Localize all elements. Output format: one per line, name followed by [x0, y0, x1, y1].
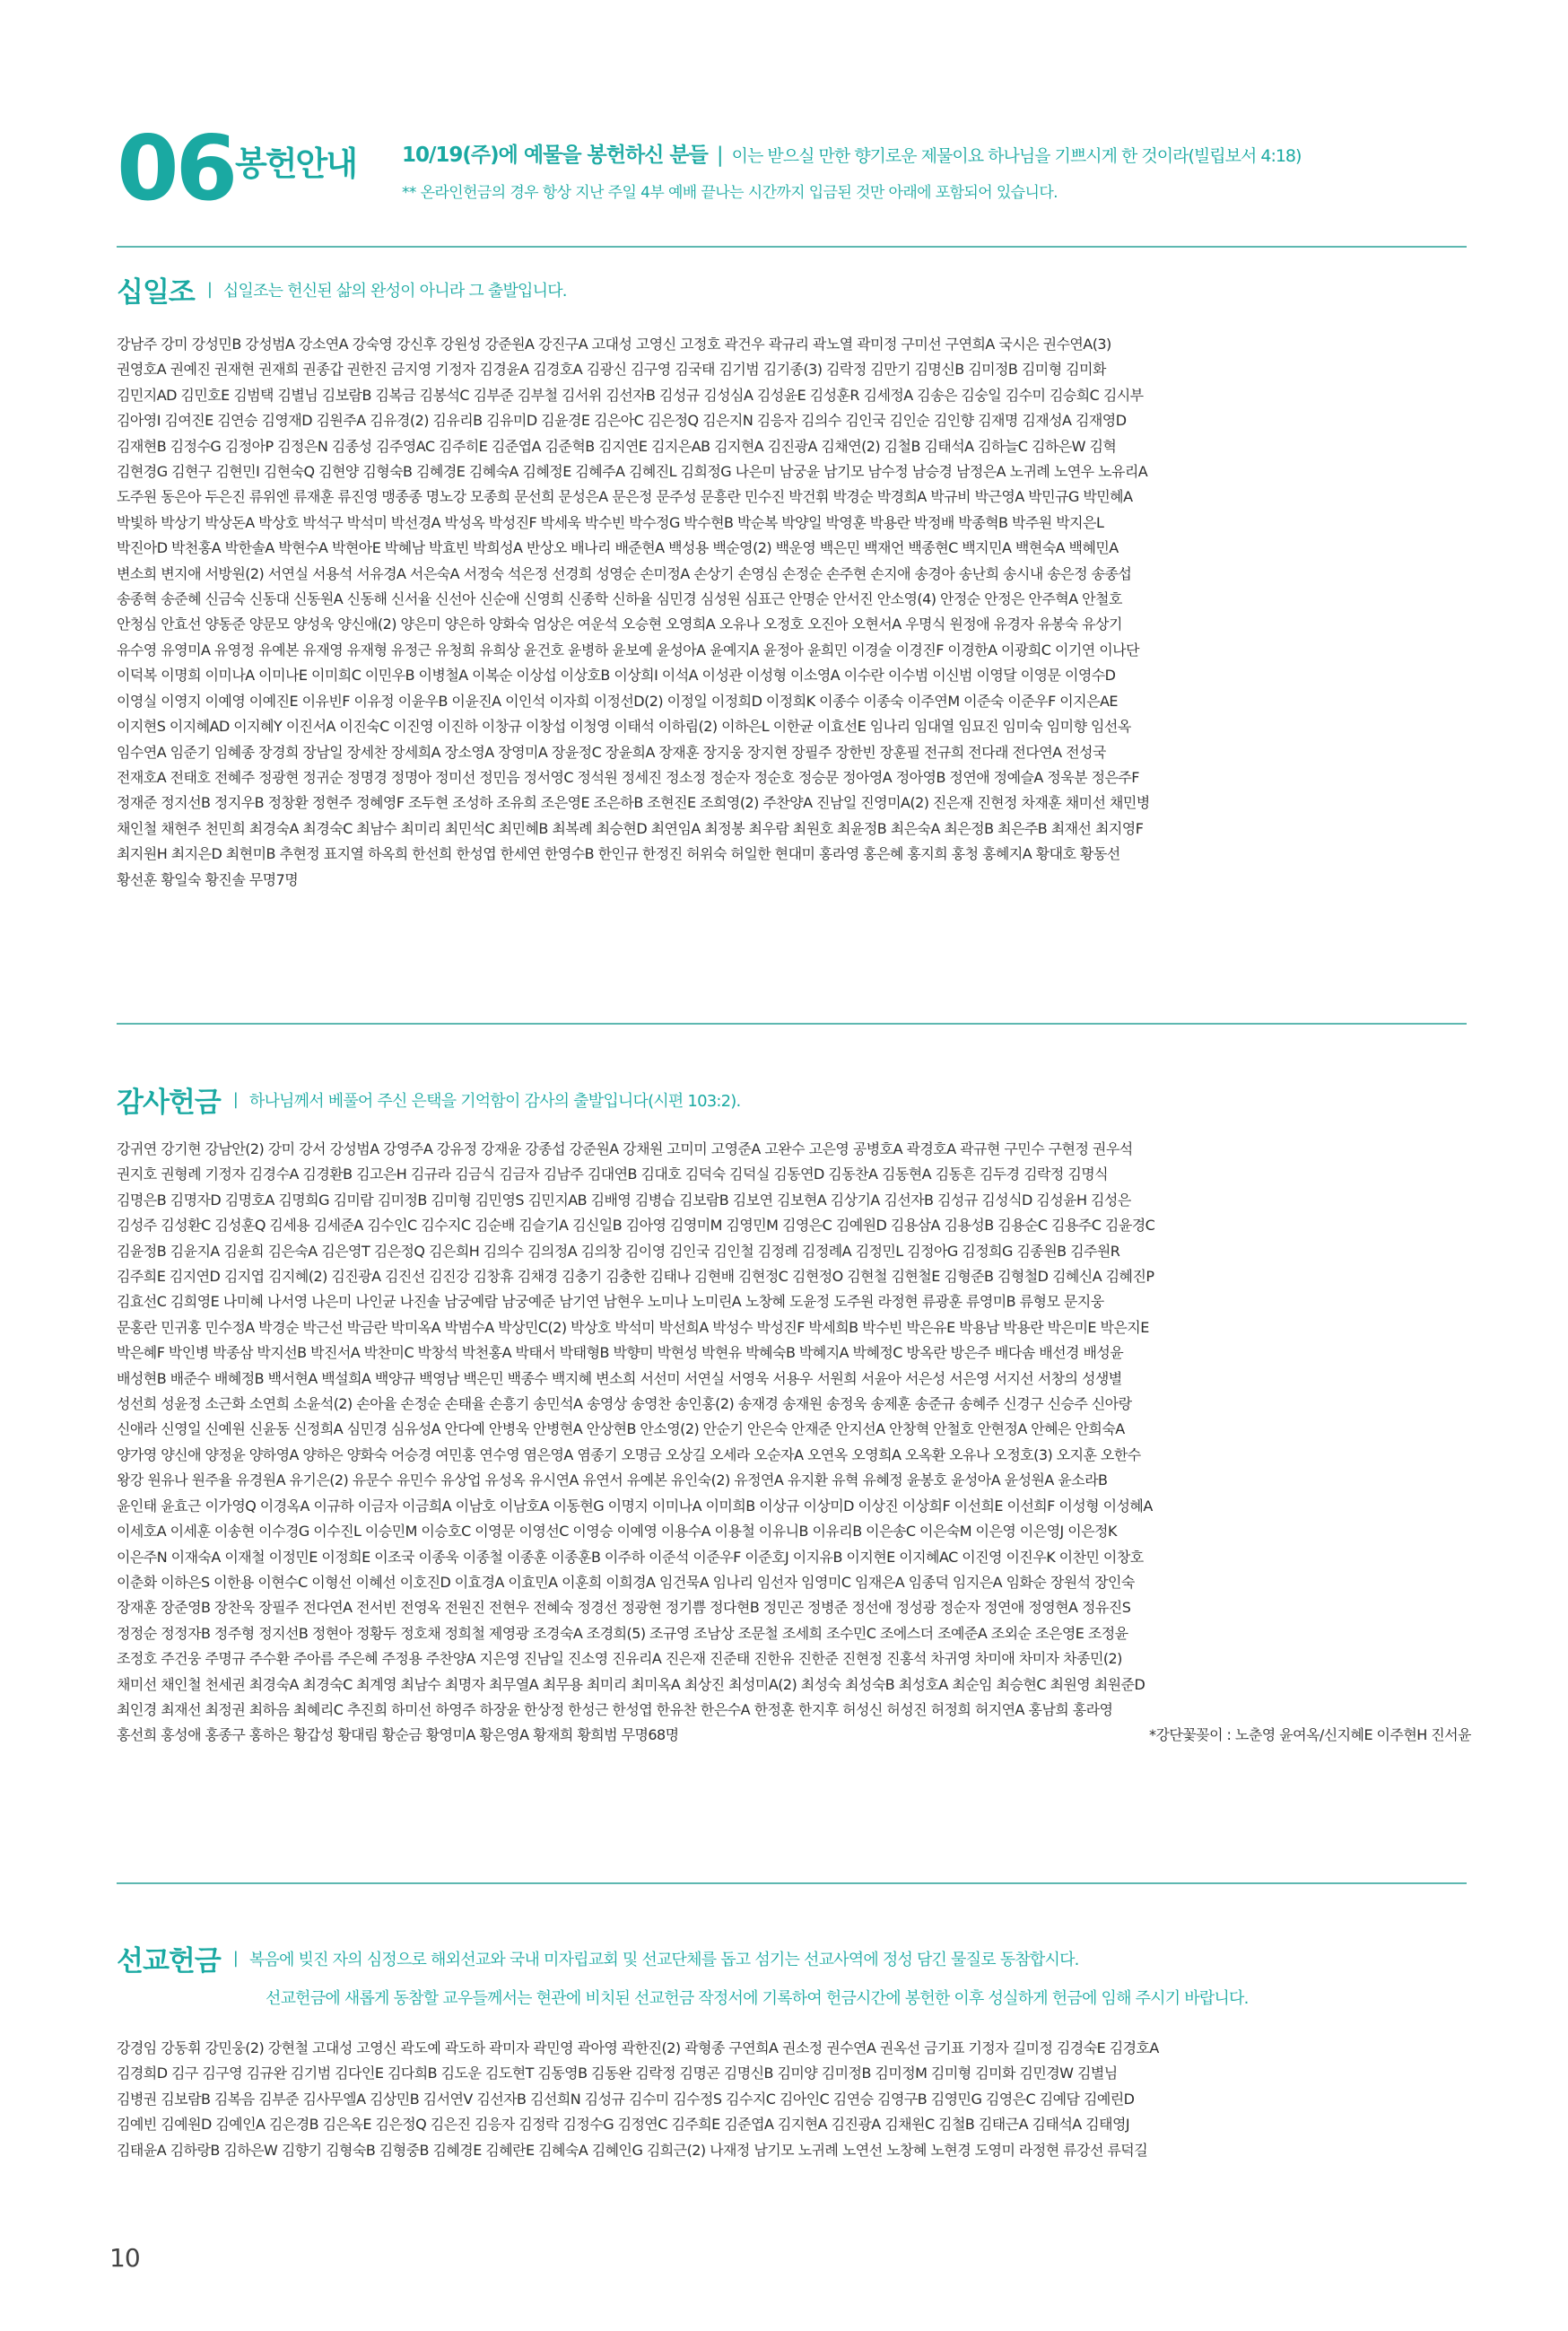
name-line-text: 신애라 신영일 신예원 신윤동 신정희A 심민경 심유성A 안다예 안병욱 안병현A 안상현B 안소영(2) 안순기 안은숙 안재준 안지선A 안창혁 안철호 안현정A 안혜은 안희숙A	[117, 1420, 1125, 1438]
thanks-section	[117, 1079, 1471, 1749]
divider: |	[206, 280, 213, 299]
name-line-text: 김민지AD 김민호E 김범택 김별님 김보람B 김복금 김봉석C 김부준 김부철 김서위 김선자B 김성규 김성심A 김성윤E 김성훈R 김세정A 김송은 김숭일 김수미 김승희C 김시부	[117, 386, 1144, 404]
name-line-text: 전재호A 전태호 전혜주 정광현 정귀순 정명경 정명아 정미선 정민음 정서영C 정석원 정세진 정소정 정순자 정순호 정승문 정아영A 정아영B 정연애 정예슬A 정욱분 정은주F	[117, 768, 1139, 786]
name-line	[117, 1162, 1471, 1187]
name-line	[117, 1289, 1471, 1314]
name-line-text: 송종혁 송준혜 신금숙 신동대 신동원A 신동해 신서율 신선아 신순애 신영희 신종학 신하율 심민경 심성원 심표근 안명순 안서진 안소영(4) 안정순 안정은 안주혁A 안철호	[117, 590, 1122, 608]
name-line-text: 정정순 정정자B 정주형 정지선B 정현아 정황두 정호채 정희철 제영광 조경숙A 조경희(5) 조규영 조남상 조문철 조세희 조수민C 조에스더 조예준A 조외순 조은영E 조정윤	[117, 1624, 1128, 1642]
name-line-text: 배성현B 배준수 배혜정B 백서현A 백설희A 백양규 백영남 백은민 백종수 백지혜 변소희 서선미 서연실 서영욱 서용우 서원희 서윤아 서은성 서은영 서지선 서창의 성생별	[117, 1369, 1122, 1387]
name-line-text: 김경희D 김구 김구영 김규완 김기범 김다인E 김다희B 김도운 김도현T 김동영B 김동완 김락정 김명곤 김명신B 김미양 김미정B 김미정M 김미형 김미화 김민경W 김별님	[117, 2065, 1118, 2082]
name-line-text: 이은주N 이재숙A 이재철 이정민E 이정희E 이조국 이종욱 이종철 이종훈 이종훈B 이주하 이준석 이준우F 이준호J 이지유B 이지현E 이지혜AC 이진영 이진우K 이찬민 이창호	[117, 1548, 1144, 1566]
name-line	[117, 332, 1471, 357]
name-line-text: 왕강 원유나 원주율 유경원A 유기은(2) 유문수 유민수 유상업 유성옥 유시연A 유연서 유예본 유인숙(2) 유정연A 유지환 유혁 유혜정 윤봉호 윤성아A 윤성원A 윤소라B	[117, 1471, 1108, 1489]
name-line-text: 강경임 강동휘 강민웅(2) 강현철 고대성 고영신 곽도예 곽도하 곽미자 곽민영 곽아영 곽한진(2) 곽형종 구연희A 권소정 권수연A 권옥선 금기표 기정자 길미정 김경숙E 김경호A	[117, 2039, 1159, 2056]
name-line	[117, 638, 1471, 663]
name-line-text: 양가영 양신애 양정윤 양하영A 양하은 양화숙 어승경 여민홍 연수영 염은영A 염종기 오명금 오상길 오세라 오순자A 오연옥 오영희A 오옥환 오유나 오정호(3) 오지훈 오한수	[117, 1445, 1141, 1463]
thanks-title: 감사헌금	[117, 1087, 221, 1119]
name-line	[117, 2112, 1471, 2137]
name-line-text: 이춘화 이하은S 이한용 이현수C 이형선 이혜선 이호진D 이효경A 이효민A 이훈희 이희경A 임건묵A 임나리 임선자 임영미C 임재은A 임종덕 임지은A 임화순 장원석 장인숙	[117, 1573, 1135, 1591]
name-line	[117, 816, 1471, 842]
name-line-text: 김재현B 김정수G 김정아P 김정은N 김종성 김주영AC 김주히E 김준엽A 김준혁B 김지연E 김지은AB 김지현A 김진광A 김채연(2) 김철B 김태석A 김하늘C 김하은W 김혁	[117, 437, 1117, 455]
divider: |	[716, 144, 723, 167]
name-line	[117, 1315, 1471, 1340]
name-line	[117, 1570, 1471, 1595]
section-divider	[117, 1023, 1467, 1025]
name-line	[117, 2061, 1471, 2086]
name-line-text: 박은혜F 박인병 박종삼 박지선B 박진서A 박찬미C 박창석 박천홍A 박태서 박태형B 박향미 박현성 박현유 박혜숙B 박혜지A 박혜정C 방옥란 방은주 배다솜 배선경 배성윤	[117, 1344, 1124, 1362]
tithe-description: 십일조는 헌신된 삶의 완성이 아니라 그 출발입니다.	[222, 281, 567, 301]
name-line	[117, 765, 1471, 790]
name-line-text: 조정호 주건웅 주명규 주수환 주아름 주은혜 주정용 주찬양A 지은영 진남일 진소영 진유리A 진은재 진준태 진한유 진한준 진현정 진홍석 차귀영 차미애 차미자 차종민(2)	[117, 1650, 1122, 1668]
name-line	[117, 1340, 1471, 1366]
name-line	[117, 1595, 1471, 1620]
name-line-text: 임수연A 임준기 임혜종 장경희 장남일 장세찬 장세희A 장소영A 장영미A 장윤정C 장윤희A 장재훈 장지웅 장지현 장필주 장한빈 장훈필 전규희 전다래 전다연A 전성국	[117, 743, 1106, 761]
name-line	[117, 357, 1471, 382]
name-line	[117, 1137, 1471, 1162]
name-line-text: 이영실 이영지 이예영 이예진E 이유빈F 이유정 이윤우B 이윤진A 이인석 이자희 이정선D(2) 이정일 이정희D 이정희K 이종수 이종숙 이주연M 이준숙 이준우F 이지은AE	[117, 692, 1118, 710]
name-line	[117, 1392, 1471, 1417]
mission-name-list	[117, 2036, 1471, 2163]
name-line	[117, 536, 1471, 561]
mission-description-2: 선교헌금에 새롭게 동참할 교우들께서는 현관에 비치된 선교헌금 작정서에 기록하여 헌금시간에 봉헌한 이후 성실하게 헌금에 임해 주시기 바랍니다.	[266, 1989, 1249, 2008]
name-line	[117, 459, 1471, 485]
name-line-text: 박진아D 박천홍A 박한솔A 박현수A 박현아E 박혜남 박효빈 박희성A 반상오 배나리 배준현A 백성용 백순영(2) 백운영 백은민 백재언 백종현C 백지민A 백현숙A 백혜민A	[117, 539, 1119, 557]
name-line	[117, 1723, 1471, 1748]
name-line-text: 이세호A 이세훈 이송현 이수경G 이수진L 이승민M 이승호C 이영문 이영선C 이영승 이예영 이용수A 이용철 이유니B 이유리B 이은송C 이은숙M 이은영 이은영J 이은정K	[117, 1523, 1117, 1541]
name-line	[117, 842, 1471, 867]
name-line-text: 도주원 동은아 두은진 류위엔 류재훈 류진영 맹종종 명노강 모종희 문선희 문성은A 문은정 문주성 문흥란 민수진 박건휘 박경순 박경희A 박규비 박근영A 박민규G 박민혜A	[117, 488, 1133, 506]
name-line	[117, 790, 1471, 816]
name-line	[117, 1621, 1471, 1646]
name-line	[117, 868, 1471, 893]
name-line-text: 윤인태 윤효근 이가영Q 이경옥A 이규하 이금자 이금희A 이남호 이남호A 이동현G 이명지 이미나A 이미희B 이상규 이상미D 이상진 이상희F 이선희E 이선희F 이성형 이성혜A	[117, 1497, 1153, 1515]
name-line	[117, 2087, 1471, 2112]
name-line	[117, 1468, 1471, 1493]
name-line-text: 김병권 김보람B 김복음 김부준 김사무엘A 김상민B 김서연V 김선자B 김선희N 김성규 김수미 김수정S 김수지C 김아인C 김연승 김영구B 김영민G 김영은C 김예담 김예린D	[117, 2090, 1135, 2108]
name-line-text: 홍선희 홍성애 홍종구 홍하은 황갑성 황대림 황순금 황영미A 황은영A 황재희 황희범 무명68명	[117, 1726, 679, 1744]
name-line	[117, 1494, 1471, 1519]
name-line	[117, 2138, 1471, 2163]
thanks-name-list	[117, 1137, 1471, 1749]
name-line	[117, 485, 1471, 510]
tithe-heading	[117, 269, 1471, 314]
name-line-text: 정재준 정지선B 정지우B 정창환 정현주 정혜영F 조두현 조성하 조유희 조은영E 조은하B 조현진E 조희영(2) 주찬양A 진남일 진영미A(2) 진은재 진현정 차재훈 채미선 채민병	[117, 794, 1150, 812]
section-number: 06	[117, 116, 235, 221]
divider: |	[232, 1090, 239, 1109]
name-line-text: 박빛하 박상기 박상돈A 박상호 박석구 박석미 박선경A 박성옥 박성진F 박세욱 박수빈 박수정G 박수현B 박순복 박양일 박영훈 박용란 박정배 박종혁B 박주원 박지은L	[117, 513, 1104, 531]
tithe-name-list	[117, 332, 1471, 893]
name-line-text: 김예빈 김예원D 김예인A 김은경B 김은옥E 김은정Q 김은진 김응자 김정락 김정수G 김정연C 김주희E 김준엽A 김지현A 김진광A 김채원C 김철B 김태근A 김태석A 김태영J	[117, 2116, 1130, 2134]
mission-heading	[117, 1938, 1471, 2009]
name-line	[117, 663, 1471, 688]
name-line	[117, 714, 1471, 739]
thanks-heading	[117, 1079, 1471, 1124]
name-line-text: 강남주 강미 강성민B 강성범A 강소연A 강숙영 강신후 강원성 강준원A 강진구A 고대성 고영신 고정호 곽건우 곽규리 곽노열 곽미정 구미선 구연희A 국시은 권수연A(3)	[117, 336, 1111, 353]
name-line-text: 최인경 최재선 최정권 최하음 최혜리C 추진희 하미선 하영주 하장윤 한상정 한성근 한성엽 한유찬 한은수A 한정훈 한지후 허성신 허성진 허정희 허지연A 홍남희 홍라영	[117, 1700, 1113, 1718]
section-divider	[117, 246, 1467, 248]
mission-title: 선교헌금	[117, 1945, 221, 1977]
name-line-text: 채미선 채인철 천세권 최경숙A 최경숙C 최계영 최남수 최명자 최무열A 최무용 최미리 최미옥A 최상진 최성미A(2) 최성숙 최성숙B 최성호A 최순임 최승현C 최원영 최원준D	[117, 1675, 1146, 1693]
header-subtitle-line	[402, 138, 1301, 168]
name-line	[117, 408, 1471, 433]
name-line-text: 김윤정B 김윤지A 김윤희 김은숙A 김은영T 김은정Q 김은희H 김의수 김의정A 김의창 김이영 김인국 김인철 김정례 김정례A 김정민L 김정아G 김정희G 김종원B 김주원R	[117, 1242, 1120, 1260]
page-header	[117, 116, 1480, 221]
mission-description: 복음에 빚진 자의 심정으로 해외선교와 국내 미자립교회 및 선교단체를 돕고 섬기는 선교사역에 정성 담긴 물질로 동참합시다.	[248, 1950, 1079, 1969]
name-line	[117, 587, 1471, 612]
name-line-text: 문홍란 민귀홍 민수정A 박경순 박근선 박금란 박미옥A 박범수A 박상민C(2) 박상호 박석미 박선희A 박성수 박성진F 박세희B 박수빈 박은유E 박용남 박용란 박은미E 박은지E	[117, 1318, 1149, 1336]
section-divider	[117, 1882, 1467, 1884]
name-line	[117, 1443, 1471, 1468]
header-verse: 이는 받으실 만한 향기로운 제물이요 하나님을 기쁘시게 한 것이라(빌립보서 4:18)	[731, 146, 1302, 166]
name-line	[117, 1239, 1471, 1264]
name-line-text: 권영호A 권예진 권재현 권재희 권종갑 권한진 금지영 기정자 김경윤A 김경호A 김광신 김구영 김국태 김기범 김기종(3) 김락정 김만기 김명신B 김미정B 김미형 김미화	[117, 361, 1106, 379]
name-line	[117, 1188, 1471, 1213]
name-line-text: 김아영I 김여진E 김연승 김영재D 김원주A 김유경(2) 김유리B 김유미D 김윤경E 김은아C 김은정Q 김은지N 김응자 김의수 김인국 김인순 김인향 김재명 김재성A 김재영D	[117, 412, 1127, 430]
name-line	[117, 1545, 1471, 1570]
name-line-text: 장재훈 장준영B 장찬욱 장필주 전다연A 전서빈 전영옥 전원진 전현우 전혜숙 정경선 정광현 정기쁨 정다현B 정민곤 정병준 정선애 정성광 정순자 정연애 정영현A 정유진S	[117, 1599, 1131, 1617]
name-line	[117, 434, 1471, 459]
name-line	[117, 740, 1471, 765]
name-line	[117, 2036, 1471, 2061]
name-line-text: 강귀연 강기현 강남안(2) 강미 강서 강성범A 강영주A 강유정 강재윤 강종섭 강준원A 강채원 고미미 고영준A 고완수 고은영 공병호A 곽경호A 곽규현 구민수 구현정 권우석	[117, 1140, 1133, 1157]
name-line-text: 권지호 권형례 기정자 김경수A 김경환B 김고은H 김규라 김금식 김금자 김남주 김대연B 김대호 김덕숙 김덕실 김동연D 김동찬A 김동현A 김동흔 김두경 김락정 김명식	[117, 1166, 1109, 1183]
name-line-text: 김명은B 김명자D 김명호A 김명희G 김미람 김미정B 김미형 김민영S 김민지AB 김배영 김병습 김보람B 김보연 김보현A 김상기A 김선자B 김성규 김성식D 김성윤H 김성은	[117, 1191, 1131, 1209]
name-line-text: 김성주 김성환C 김성훈Q 김세용 김세준A 김수인C 김수지C 김순배 김슬기A 김신일B 김아영 김영미M 김영민M 김영은C 김예원D 김용삼A 김용성B 김용순C 김용주C 김윤경C	[117, 1217, 1155, 1235]
name-line-text: 김태윤A 김하랑B 김하은W 김향기 김형숙B 김형중B 김혜경E 김혜란E 김혜숙A 김혜인G 김희근(2) 나재정 남기모 노귀례 노연선 노창혜 노현경 도영미 라정현 류강선 류덕길	[117, 2141, 1148, 2159]
name-line	[117, 1672, 1471, 1698]
name-line	[117, 511, 1471, 536]
name-line	[117, 562, 1471, 587]
flower-note: *강단꽃꽂이 : 노춘영 윤여옥/신지혜E 이주현H 진서윤	[1149, 1726, 1471, 1744]
name-line-text: 안청심 안효선 양동준 양문모 양성욱 양신애(2) 양은미 양은하 양화숙 엄상은 여운석 오승현 오영희A 오유나 오정호 오진아 오현서A 우명식 원정애 유경자 유봉숙 유상기	[117, 615, 1122, 633]
name-line	[117, 689, 1471, 714]
name-line	[117, 1264, 1471, 1289]
tithe-title: 십일조	[117, 276, 195, 309]
name-line-text: 채인철 채현주 천민희 최경숙A 최경숙C 최남수 최미리 최민석C 최민혜B 최복례 최승현D 최연임A 최정봉 최우람 최원호 최윤정B 최은숙A 최은정B 최은주B 최재선 최지영F	[117, 819, 1144, 837]
name-line-text: 최지원H 최지은D 최현미B 추현정 표지열 하옥희 한선희 한성엽 한세연 한영수B 한인규 한정진 허위숙 허일한 현대미 홍라영 홍은혜 홍지희 홍청 홍혜지A 황대호 황동선	[117, 845, 1120, 863]
name-line	[117, 612, 1471, 637]
name-line	[117, 1646, 1471, 1672]
name-line-text: 변소희 변지애 서방원(2) 서연실 서용석 서유경A 서은숙A 서정숙 석은정 선경희 성영순 손미정A 손상기 손영심 손정순 손주현 손지애 송경아 송난희 송시내 송은정 송종섭	[117, 564, 1132, 582]
name-line-text: 김현경G 김현구 김현민I 김현숙Q 김현양 김형숙B 김혜경E 김혜숙A 김혜정E 김혜주A 김혜진L 김희정G 나은미 남궁윤 남기모 남수정 남승경 남정은A 노귀례 노연우 노유리A	[117, 463, 1148, 481]
header-note: ** 온라인헌금의 경우 항상 지난 주일 4부 예배 끝나는 시간까지 입금된 것만 아래에 포함되어 있습니다.	[402, 184, 1058, 202]
name-line-text: 이지현S 이지혜AD 이지혜Y 이진서A 이진숙C 이진영 이진하 이창규 이창섭 이청영 이태석 이하림(2) 이하은L 이한균 이효선E 임나리 임대열 임묘진 임미숙 임미향 임선옥	[117, 718, 1131, 736]
mission-section	[117, 1938, 1471, 2163]
tithe-section	[117, 269, 1471, 893]
page-title: 봉헌안내	[235, 144, 356, 183]
name-line-text: 김주희E 김지연D 김지엽 김지혜(2) 김진광A 김진선 김진강 김창휴 김채경 김충기 김충한 김태나 김현배 김현정C 김현정O 김현철 김현철E 김형준B 김형철D 김혜신A 김혜진P	[117, 1268, 1154, 1286]
thanks-description: 하나님께서 베풀어 주신 은택을 기억함이 감사의 출발입니다(시편 103:2).	[248, 1091, 741, 1111]
name-line-text: 성선희 성윤정 소근화 소연희 소윤석(2) 손아율 손정순 손태율 손흥기 송민석A 송영상 송영찬 송인홍(2) 송재경 송재원 송정욱 송제훈 송준규 송혜주 신경구 신승주 신아랑	[117, 1395, 1132, 1413]
name-line	[117, 1366, 1471, 1392]
name-line-text: 이덕복 이명희 이미나A 이미나E 이미희C 이민우B 이병철A 이복순 이상섭 이상호B 이상희I 이석A 이성관 이성형 이소영A 이수란 이수범 이신범 이영달 이영문 이영수D	[117, 667, 1116, 685]
name-line	[117, 1519, 1471, 1544]
divider: |	[232, 1949, 239, 1968]
header-subtitle: 10/19(주)에 예물을 봉헌하신 분들	[402, 144, 708, 167]
name-line-text: 황선훈 황일숙 황진솔 무명7명	[117, 870, 299, 888]
name-line	[117, 383, 1471, 408]
page-number: 10	[109, 2243, 140, 2273]
name-line	[117, 1213, 1471, 1238]
name-line	[117, 1417, 1471, 1442]
name-line-text: 유수영 유영미A 유영정 유예본 유재영 유재형 유정근 유청희 유희상 윤건호 윤병하 윤보예 윤성아A 윤예지A 윤정아 윤희민 이경술 이경진F 이경한A 이광희C 이기연 이나단	[117, 641, 1139, 659]
name-line	[117, 1698, 1471, 1723]
name-line-text: 김효선C 김희영E 나미혜 나서영 나은미 나인균 나진솔 남궁예람 남궁예준 남기연 남현우 노미나 노미린A 노창혜 도윤정 도주원 라정현 류광훈 류영미B 류형모 문지웅	[117, 1293, 1104, 1311]
